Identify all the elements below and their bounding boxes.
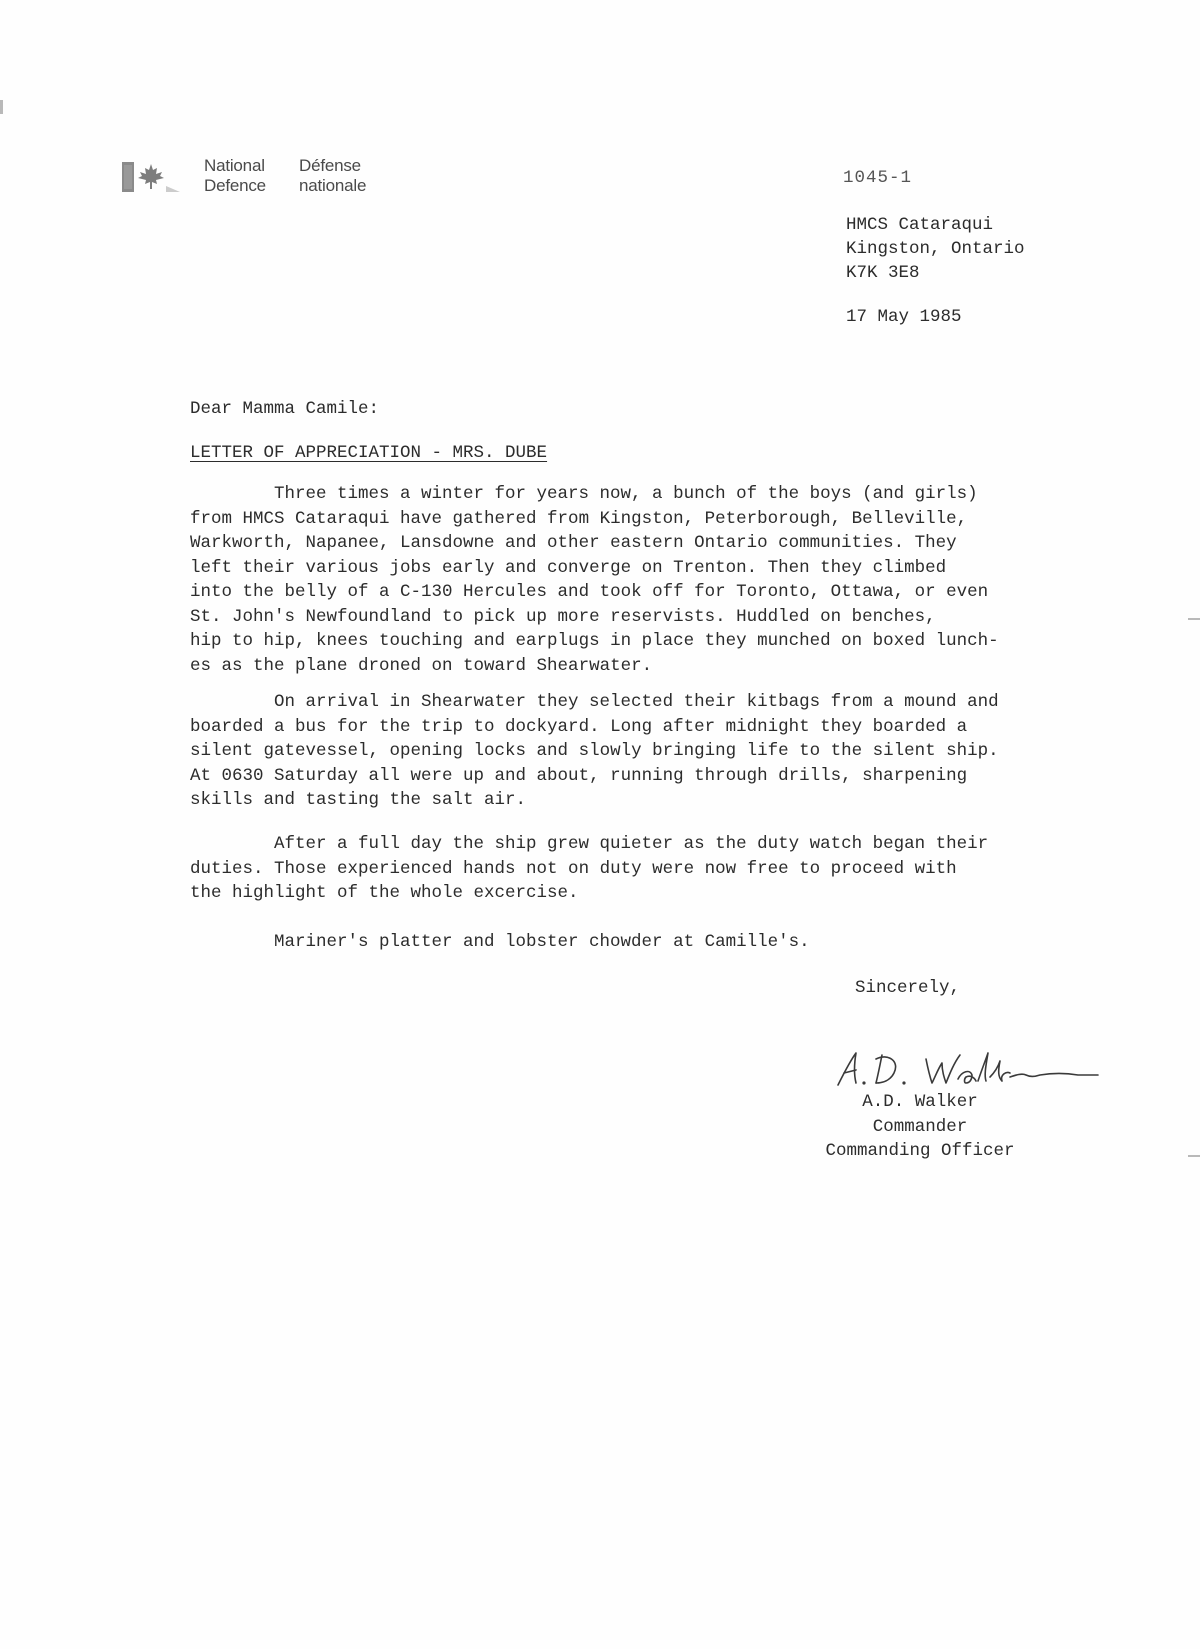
- paragraph-line: silent gatevessel, opening locks and slowly bringing life to the silent ship.: [190, 741, 999, 761]
- paragraph-line: duties. Those experienced hands not on duty were now free to proceed with: [190, 858, 957, 879]
- return-address: [846, 213, 1025, 285]
- paragraph-line: After a full day the ship grew quieter as the duty watch began their: [274, 834, 989, 854]
- paragraph-line: es as the plane droned on toward Shearwater.: [190, 655, 653, 676]
- salutation: Dear Mamma Camile:: [190, 399, 380, 419]
- paragraph-line: hip to hip, knees touching and earplugs in place they munched on boxed lunch-: [190, 631, 999, 651]
- paragraph-line: skills and tasting the salt air.: [190, 790, 527, 810]
- scan-edge-mark: [1188, 1155, 1200, 1157]
- letterhead-english: [204, 156, 266, 196]
- paragraph-line: Three times a winter for years now, a bunch of the boys (and girls): [274, 484, 978, 504]
- scan-edge-mark: [0, 100, 3, 114]
- signatory-name: A.D. Walker: [862, 1092, 978, 1112]
- address-line: HMCS Cataraqui: [846, 215, 994, 235]
- signatory-rank: Commander: [872, 1116, 968, 1137]
- canada-flag-icon: [122, 162, 180, 192]
- paragraph-line: Mariner's platter and lobster chowder at Camille's.: [274, 932, 810, 952]
- letterhead-french-line2: nationale: [299, 176, 367, 195]
- body-paragraph-4: [190, 930, 1110, 955]
- handwritten-signature: [830, 1045, 1100, 1093]
- address-line: K7K 3E8: [846, 263, 920, 283]
- file-reference: 1045-1: [843, 168, 913, 188]
- letterhead-french: [299, 156, 366, 196]
- paragraph-line: On arrival in Shearwater they selected their kitbags from a mound and: [274, 692, 999, 712]
- scan-edge-mark: [1188, 618, 1200, 620]
- body-paragraph-1: [190, 482, 1110, 678]
- letter-date: 17 May 1985: [846, 307, 962, 327]
- paragraph-line: into the belly of a C-130 Hercules and took off for Toronto, Ottawa, or even: [190, 582, 989, 602]
- paragraph-line: from HMCS Cataraqui have gathered from Kingston, Peterborough, Belleville,: [190, 508, 968, 529]
- body-paragraph-2: [190, 690, 1110, 813]
- paragraph-line: boarded a bus for the trip to dockyard. Long after midnight they boarded a: [190, 716, 968, 737]
- subject-line: LETTER OF APPRECIATION - MRS. DUBE: [190, 443, 548, 463]
- body-paragraph-3: [190, 832, 1110, 906]
- paragraph-line: the highlight of the whole excercise.: [190, 883, 579, 903]
- paragraph-line: Warkworth, Napanee, Lansdowne and other eastern Ontario communities. They: [190, 533, 957, 553]
- paragraph-line: St. John's Newfoundland to pick up more reservists. Huddled on benches,: [190, 606, 936, 627]
- closing: Sincerely,: [855, 978, 961, 998]
- letterhead-english-line1: National: [204, 156, 265, 175]
- letterhead-english-line2: Defence: [204, 176, 266, 195]
- letterhead: [122, 156, 402, 202]
- paragraph-line: At 0630 Saturday all were up and about, running through drills, sharpening: [190, 765, 968, 786]
- signature-block: [800, 1090, 1040, 1164]
- address-line: Kingston, Ontario: [846, 239, 1025, 259]
- paragraph-line: left their various jobs early and converge on Trenton. Then they climbed: [190, 557, 947, 578]
- signatory-title: Commanding Officer: [825, 1141, 1015, 1161]
- letterhead-french-line1: Défense: [299, 156, 361, 175]
